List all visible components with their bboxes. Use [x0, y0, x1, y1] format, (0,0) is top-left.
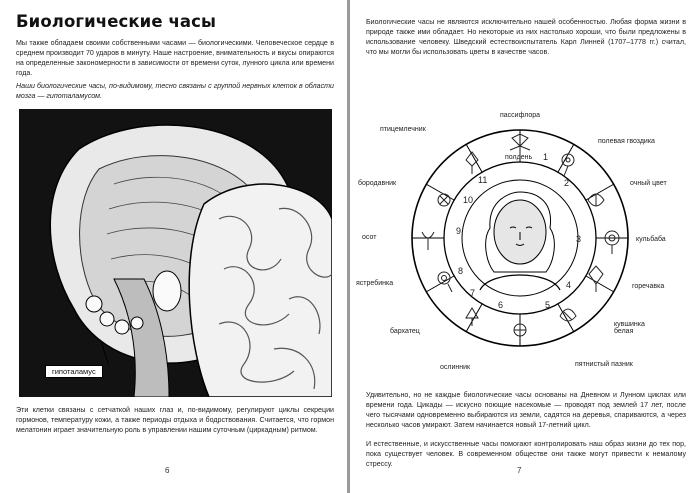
linnaeus-paragraph: Биологические часы не являются исключительно нашей особенностью. Любая форма жизни в природе также ими обладает. Но некоторые из них настолько хороши, что были предложены в использование человеку. Шведский естествоиспытатель Карл Линней (1707–1778 гг.) считал, что мы могли бы использовать цветы в качестве часов. — [366, 18, 686, 56]
label-borodavnik: бородавник — [358, 180, 397, 187]
cicadas-paragraph: Удивительно, но не каждые биологические часы основаны на Дневном и Лунном циклах или времени года. Цикады — искусно поющие насекомые — проводят под землей 17 лет, после чего тысячами одновременно выбираются из земли, садятся на деревья, спариваются, а через несколько часов умирают. Затем начинается новый 17-летний цикл. — [366, 391, 686, 429]
label-sowthistle: осот — [362, 234, 377, 241]
label-white-waterlily: кувшинка белая — [614, 321, 645, 335]
hour-8: 8 — [458, 266, 464, 276]
intro-paragraph: Мы также обладаем своими собственными часами — биологическими. Человеческое сердце в среднем производит 70 ударов в минуту. Наше настроение, внимательность и вкусы опираются на определенные закономерности в зависимости от времени суток, лунного цикла или времени года. — [16, 39, 334, 77]
label-ornithogalum: птицемлечник — [380, 126, 426, 133]
hour-5: 5 — [545, 300, 551, 310]
left-page — [0, 0, 347, 493]
label-passiflora: пассифлора — [500, 112, 541, 119]
right-page — [350, 0, 700, 493]
clock-center-label: полдень — [505, 154, 533, 161]
hour-11: 11 — [478, 175, 488, 185]
page-number-left: 6 — [165, 466, 170, 475]
hour-10: 10 — [463, 195, 474, 205]
hormones-paragraph: Эти клетки связаны с сетчаткой наших глаз и, по-видимому, регулируют циклы секреции гормонов, температуру кожи, а также периоды отдыха и бодрствования. Считается, что гормон мелатонин играет значительную роль в управлении нашим суточным (циркадным) ритмом. — [16, 406, 334, 434]
hypothalamus-paragraph: Наши биологические часы, по-видимому, тесно связаны с группой нервных клеток в области мозга — гипоталамусом. — [16, 82, 334, 100]
label-eye-flower: очный цвет — [630, 180, 667, 187]
hour-2: 2 — [564, 178, 570, 188]
hour-6: 6 — [498, 300, 504, 310]
brain-illustration — [19, 109, 332, 397]
label-field-carnation: полевая гвоздика — [598, 138, 655, 145]
clocks-stress-paragraph: И естественные, и искусственные часы помогают контролировать наш образ жизни до тех пор, пока существует человек. В современном обществе они также могут привести к немалому стрессу. — [366, 440, 686, 468]
label-gentian: горечавка — [632, 283, 665, 290]
hour-7: 7 — [470, 288, 476, 298]
page-number-right: 7 — [517, 466, 522, 475]
page-title: Биологические часы — [16, 12, 217, 31]
label-barhatets: бархатец — [390, 328, 420, 335]
label-hawkweed: ястребинка — [356, 280, 394, 287]
hypothalamus-label: гипоталамус — [45, 365, 103, 378]
hour-4: 4 — [566, 280, 572, 290]
label-oslinnik: ослинник — [440, 364, 471, 371]
label-spotted-pazhnik: пятнистый пазник — [575, 361, 633, 368]
label-kulbaba: кульбаба — [636, 236, 666, 243]
hour-1: 1 — [543, 152, 549, 162]
hour-9: 9 — [456, 226, 462, 236]
hour-3: 3 — [576, 234, 582, 244]
